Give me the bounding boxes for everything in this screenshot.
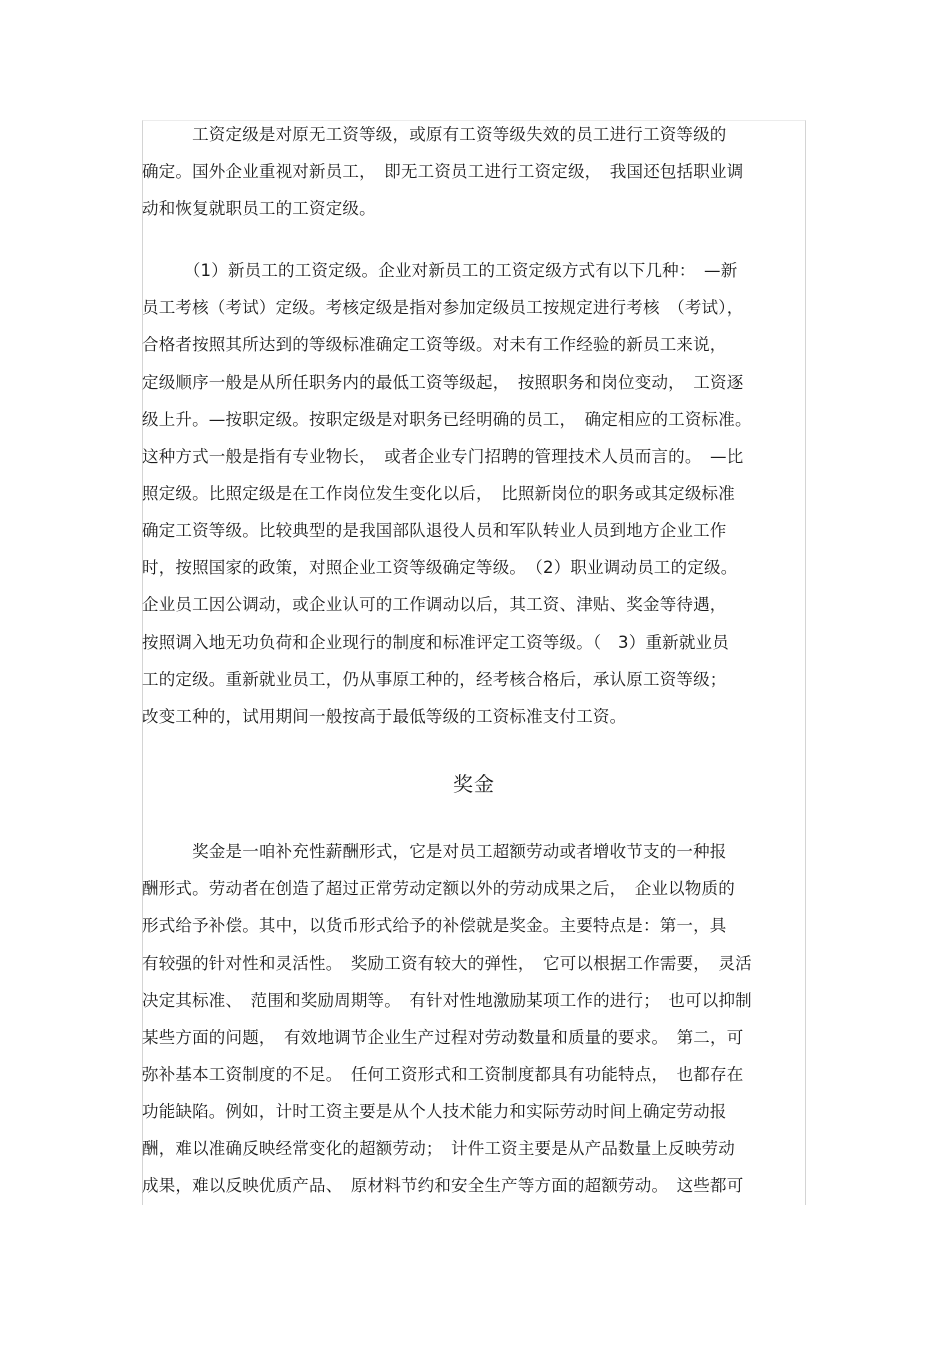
text-line: 工的定级。重新就业员工，仍从事原工种的，经考核合格后，承认原工资等级； [142,670,727,689]
text-line: 功能缺陷。例如，计时工资主要是从个人技术能力和实际劳动时间上确定劳动报 [142,1102,727,1121]
text-line: （1）新员工的工资定级。企业对新员工的工资定级方式有以下几种： —新 [142,261,738,280]
text-line: 动和恢复就职员工的工资定级。 [142,199,376,218]
text-line: 成果，难以反映优质产品、 原材料节约和安全生产等方面的超额劳动。 这些都可 [142,1176,744,1195]
text-line: 酬形式。劳动者在创造了超过正常劳动定额以外的劳动成果之后， 企业以物质的 [142,879,735,898]
text-line: 合格者按照其所达到的等级标准确定工资等级。对未有工作经验的新员工来说， [142,335,727,354]
text-line: 这种方式一般是指有专业物长， 或者企业专门招聘的管理技术人员而言的。 —比 [142,447,744,466]
text-line: 级上升。—按职定级。按职定级是对职务已经明确的员工， 确定相应的工资标准。 [142,410,752,429]
section-heading: 奖金 [453,772,495,796]
text-line: 工资定级是对原无工资等级，或原有工资等级失效的员工进行工资等级的 [142,125,727,144]
text-line: 定级顺序一般是从所任职务内的最低工资等级起， 按照职务和岗位变动， 工资逐 [142,373,744,392]
text-line: 形式给予补偿。其中，以货币形式给予的补偿就是奖金。主要特点是：第一，具 [142,916,727,935]
text-line: 酬，难以准确反映经常变化的超额劳动； 计件工资主要是从产品数量上反映劳动 [142,1139,735,1158]
text-line: 确定。国外企业重视对新员工， 即无工资员工进行工资定级， 我国还包括职业调 [142,162,744,181]
text-line: 按照调入地无功负荷和企业现行的制度和标准评定工资等级。（ 3）重新就业员 [142,633,729,652]
text-line: 企业员工因公调动，或企业认可的工作调动以后，其工资、津贴、奖金等待遇， [142,595,727,614]
text-line: 某些方面的问题， 有效地调节企业生产过程对劳动数量和质量的要求。 第二，可 [142,1028,744,1047]
text-line: 照定级。比照定级是在工作岗位发生变化以后， 比照新岗位的职务或其定级标准 [142,484,735,503]
text-line: 奖金是一咱补充性薪酬形式，它是对员工超额劳动或者增收节支的一种报 [142,842,727,861]
text-line: 改变工种的，试用期间一般按高于最低等级的工资标准支付工资。 [142,707,627,726]
text-line: 决定其标准、 范围和奖励周期等。 有针对性地激励某项工作的进行； 也可以抑制 [142,991,752,1010]
text-line: 员工考核（考试）定级。考核定级是指对参加定级员工按规定进行考核 （考试）， [142,298,744,317]
text-line: 确定工资等级。比较典型的是我国部队退役人员和军队转业人员到地方企业工作 [142,521,727,540]
text-line: 有较强的针对性和灵活性。 奖励工资有较大的弹性， 它可以根据工作需要， 灵活 [142,954,752,973]
text-line: 弥补基本工资制度的不足。 任何工资形式和工资制度都具有功能特点， 也都存在 [142,1065,744,1084]
text-line: 时，按照国家的政策，对照企业工资等级确定等级。 （2）职业调动员工的定级。 [142,558,738,577]
